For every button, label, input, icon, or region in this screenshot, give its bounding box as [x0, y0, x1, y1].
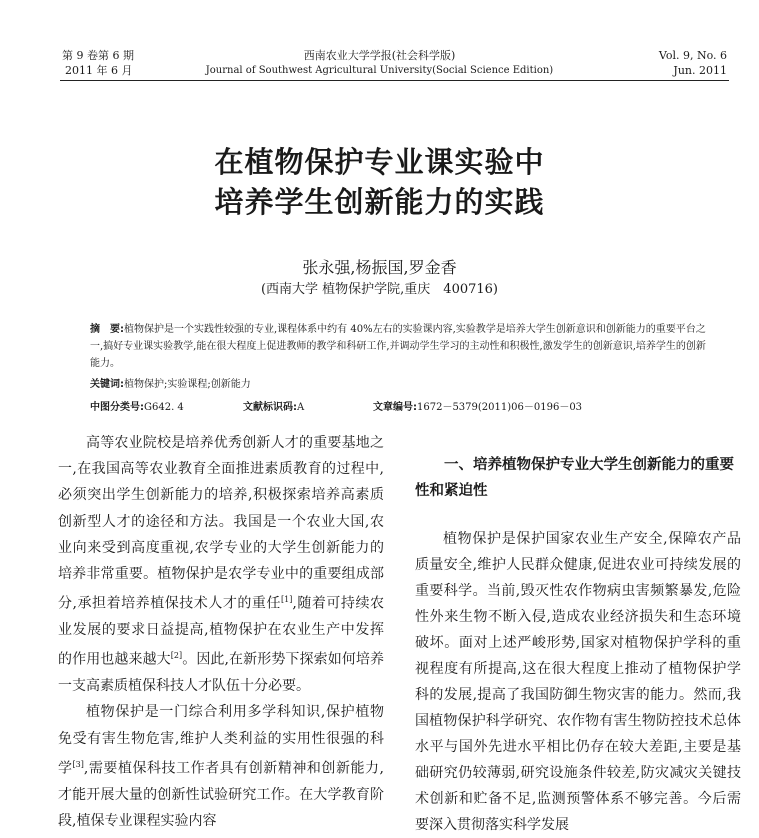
volume-cn: 第 9 卷第 6 期 — [62, 49, 134, 62]
citation-2: [2] — [170, 651, 183, 661]
journal-en: Journal of Southwest Agricultural University(Social Science Edition) — [205, 65, 554, 76]
title-line-1: 在植物保护专业课实验中 — [214, 145, 545, 179]
volume-en: Vol. 9, No. 6 — [658, 49, 727, 62]
section-title: 一、培养植物保护专业大学生创新能力的重要性和紧迫性 — [415, 457, 734, 499]
clc-number — [90, 398, 184, 413]
text-run: 植物保护是一门综合利用多学科知识,保护植物免受有害生物危害,维护人类利益的实用性很强的科学 — [58, 704, 384, 777]
left-paragraph-2 — [58, 699, 384, 834]
text-run: ,随着可持续农业发展的要求日益提高,植物保护在农业生产中发挥的作用也越来越大 — [58, 595, 384, 668]
affiliation: (西南大学 植物保护学院,重庆 400716) — [260, 282, 499, 297]
abstract-label: 摘 要: — [90, 324, 124, 335]
clc-value: G642. 4 — [144, 402, 184, 413]
doc-code — [243, 398, 304, 413]
abstract — [90, 321, 710, 372]
keywords — [90, 375, 251, 390]
abstract-text: 植物保护是一个实践性较强的专业,课程体系中约有 40%左右的实验课内容,实验教学是培养大学生创新意识和创新能力的重要平台之一,搞好专业课实验教学,能在很大程度上促进教师的教学和科研工作,并调动学生学习的主动性和积极性,激发学生的创新意识,培养学生的创新能力。 — [90, 324, 706, 369]
journal-cn: 西南农业大学学报(社会科学版) — [303, 49, 456, 62]
doc-label: 文献标识码: — [243, 402, 297, 413]
article-value: 1672－5379(2011)06－0196－03 — [417, 402, 583, 413]
authors: 张永强,杨振国,罗金香 — [302, 258, 457, 277]
clc-label: 中图分类号: — [90, 402, 144, 413]
right-paragraph-1: 植物保护是保护国家农业生产安全,保障农产品质量安全,维护人民群众健康,促进农业可持续发展的重要科学。当前,毁灭性农作物病虫害频繁暴发,危险性外来生物不断入侵,造成农业经济损失和生态环境破坏。面对上述严峻形势,国家对植物保护学科的重视程度有所提高,这在很大程度上推动了植物保护学科的发展,提高了我国防御生物灾害的能力。然而,我国植物保护科学研究、农作物有害生物防控技术总体水平与国外先进水平相比仍存在较大差距,主要是基础研究仍较薄弱,研究设施条件较差,防灾减灾关键技术创新和贮备不足,监测预警体系不够完善。今后需要深入贯彻落实科学发展 — [415, 531, 741, 833]
text-run: 。因此,在新形势下探索如何培养一支高素质植保科技人才队伍十分必要。 — [58, 651, 385, 695]
article-number — [373, 398, 582, 413]
right-column — [415, 452, 741, 838]
citation-3: [3] — [72, 759, 84, 769]
left-paragraph-1 — [58, 430, 384, 699]
date-cn: 2011 年 6 月 — [65, 64, 133, 77]
date-en: Jun. 2011 — [673, 64, 727, 77]
header-center — [0, 48, 759, 78]
citation-1: [1] — [281, 595, 293, 605]
header-rule — [60, 80, 729, 81]
title-line-2: 培养学生创新能力的实践 — [214, 185, 545, 219]
doc-value: A — [297, 402, 305, 413]
text-run: ,需要植保科技工作者具有创新精神和创新能力,才能开展大量的创新性试验研究工作。在大学教育阶段,植保专业课程实验内容 — [58, 760, 385, 829]
left-column — [58, 430, 384, 834]
article-label: 文章编号: — [373, 402, 417, 413]
header-right — [659, 48, 727, 78]
text-run: 高等农业院校是培养优秀创新人才的重要基地之一,在我国高等农业教育全面推进素质教育的过程中,必须突出学生创新能力的培养,积极探索培养高素质创新型人才的途径和方法。我国是一个农业大国,农业向来受到高度重视,农学专业的大学生创新能力的培养非常重要。植物保护是农学专业中的重要组成部分,承担着培养植保技术人才的重任 — [58, 435, 384, 612]
keywords-text: 植物保护;实验课程;创新能力 — [124, 379, 251, 390]
article-title — [0, 142, 759, 222]
keywords-label: 关键词: — [90, 379, 124, 390]
